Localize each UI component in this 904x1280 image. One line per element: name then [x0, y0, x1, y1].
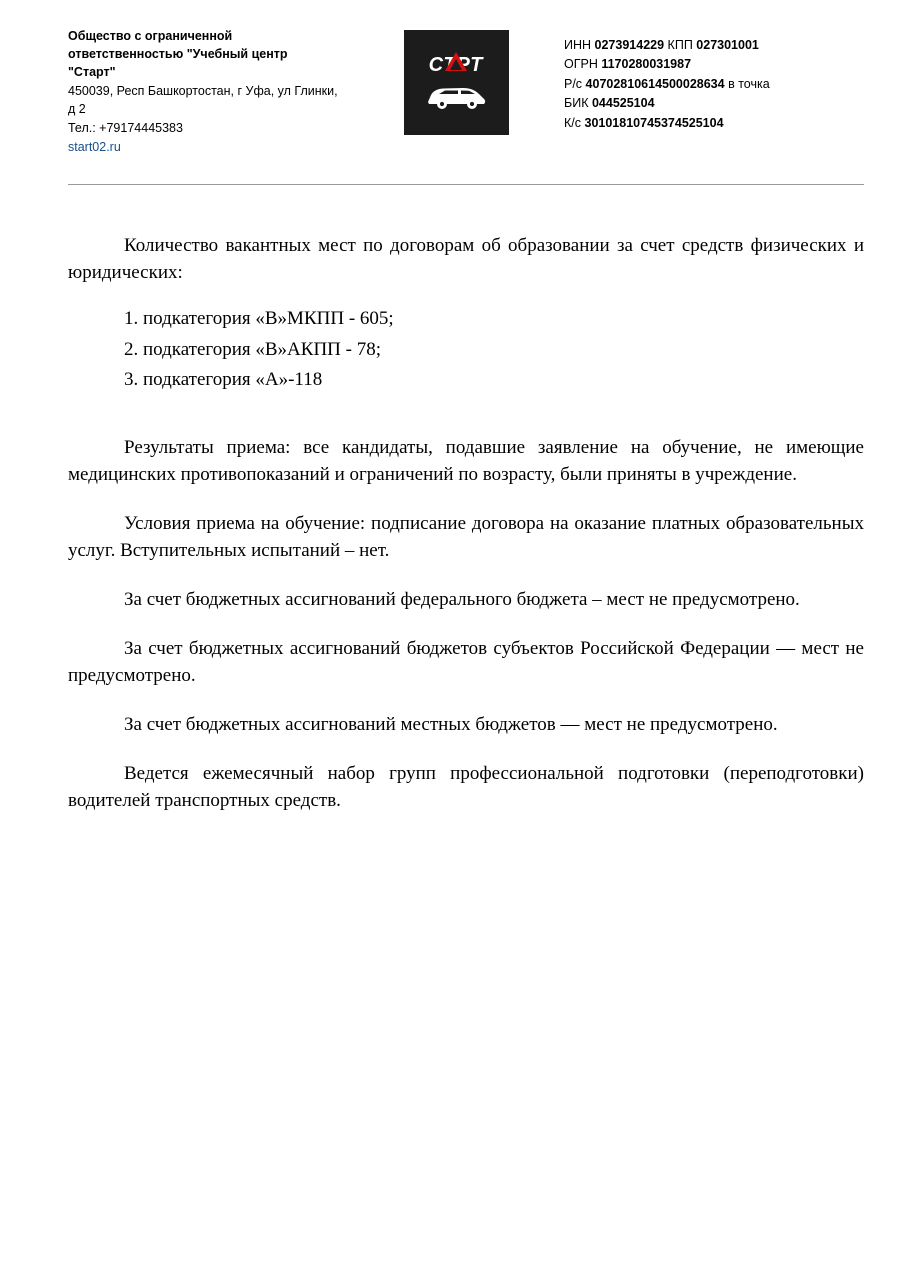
vacant-places-list: [68, 305, 864, 394]
ogrn-value: 1170280031987: [601, 57, 692, 72]
rs-label: Р/с: [564, 76, 583, 91]
list-item: 3. подкатегория «А»-118: [124, 369, 323, 391]
list-item: 1. подкатегория «В»МКПП - 605;: [124, 308, 394, 330]
requisite-ks: [564, 114, 864, 133]
paragraph-vacant-places: Количество вакантных мест по договорам об образовании за счет средств физических и юридических:: [68, 235, 864, 284]
paragraph-admission-conditions: Условия приема на обучение: подписание договора на оказание платных образовательных услуг. Вступительных испытаний – нет.: [68, 512, 864, 561]
organization-phone: Тел.: +79174445383: [68, 120, 183, 135]
paragraph-federal-budget: За счет бюджетных ассигнований федерального бюджета – мест не предусмотрено.: [124, 588, 800, 610]
warning-triangle-inner-icon: [450, 59, 462, 70]
organization-name: Общество с ограниченной ответственностью "Учебный центр "Старт": [68, 29, 288, 79]
rs-value: 40702810614500028634: [585, 76, 725, 91]
ogrn-label: ОГРН: [564, 57, 598, 72]
letterhead-organization-block: [68, 28, 338, 156]
inn-value: 0273914229: [594, 38, 665, 52]
paragraph-admission-results: Результаты приема: все кандидаты, подавшие заявление на обучение, не имеющие медицинских противопоказаний и ограничений по возрасту, были приняты в учреждение.: [68, 436, 864, 485]
organization-address: 450039, Респ Башкортостан, г Уфа, ул Глинки, д 2: [68, 84, 338, 117]
document-body: [0, 233, 904, 814]
logo-wordmark: СТРТ: [428, 54, 484, 76]
bik-value: 044525104: [591, 96, 655, 111]
rs-suffix: в точка: [728, 76, 770, 91]
car-icon: [425, 84, 487, 115]
bik-label: БИК: [564, 96, 589, 111]
spacer: [68, 397, 864, 435]
ks-value: 30101810745374525104: [584, 115, 724, 130]
paragraph-local-budget: За счет бюджетных ассигнований местных бюджетов — мест не предусмотрено.: [124, 713, 778, 735]
kpp-value: 027301001: [696, 38, 759, 52]
letterhead: [0, 0, 904, 156]
letterhead-requisites-block: [564, 28, 864, 133]
requisite-rs: [564, 75, 864, 94]
paragraph-monthly-groups: Ведется ежемесячный набор групп профессиональной подготовки (переподготовки) водителей транспортных средств.: [68, 762, 864, 811]
ks-label: К/с: [564, 115, 582, 130]
inn-label: ИНН: [564, 38, 592, 52]
header-divider: [68, 184, 864, 185]
organization-website: start02.ru: [68, 139, 121, 154]
paragraph-regional-budget: За счет бюджетных ассигнований бюджетов субъектов Российской Федерации — мест не предусмотрено.: [68, 637, 864, 686]
list-item: 2. подкатегория «В»АКПП - 78;: [124, 338, 382, 360]
requisite-bik: [564, 94, 864, 113]
requisite-inn-kpp: [564, 36, 864, 55]
kpp-label: КПП: [667, 38, 693, 52]
requisite-ogrn: [564, 55, 864, 74]
company-logo: [404, 30, 509, 135]
